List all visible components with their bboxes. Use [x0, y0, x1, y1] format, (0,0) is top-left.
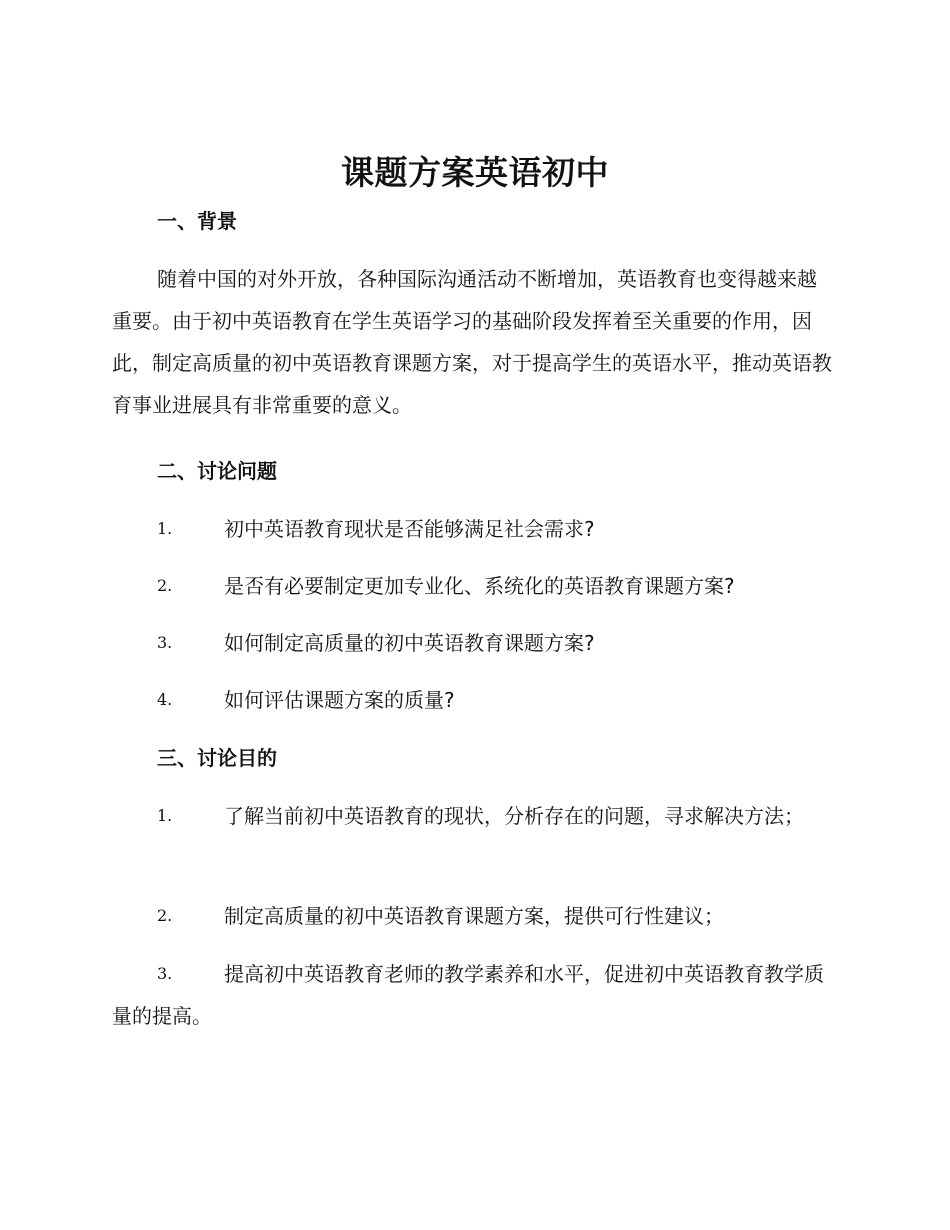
goal-item: [112, 953, 834, 1037]
question-item: [112, 622, 834, 664]
list-number: 3.: [157, 633, 173, 652]
list-item-text: 如何制定高质量的初中英语教育课题方案?: [224, 631, 595, 655]
list-item-text: 如何评估课题方案的质量?: [224, 688, 455, 712]
question-item: [112, 679, 834, 721]
goal-item: [112, 895, 834, 937]
background-paragraph: 随着中国的对外开放，各种国际沟通活动不断增加，英语教育也变得越来越重要。由于初中英语教育在学生英语学习的基础阶段发挥着至关重要的作用，因此，制定高质量的初中英语教育课题方案，对于提高学生的英语水平，推动英语教育事业进展具有非常重要的意义。: [112, 267, 832, 417]
document-title: 课题方案英语初中: [341, 153, 609, 192]
section-heading-background: 一、背景: [157, 209, 237, 233]
goal-item: [112, 795, 834, 837]
question-item: [112, 508, 834, 550]
list-item-text: 提高初中英语教育老师的教学素养和水平，促进初中英语教育教学质量的提高。: [112, 962, 824, 1028]
list-number: 1.: [157, 806, 173, 825]
list-item-text: 了解当前初中英语教育的现状，分析存在的问题，寻求解决方法；: [224, 804, 804, 828]
list-number: 4.: [157, 690, 173, 709]
section-heading-goals: 三、讨论目的: [157, 746, 277, 770]
section-heading-questions: 二、讨论问题: [157, 459, 277, 483]
list-item-text: 初中英语教育现状是否能够满足社会需求?: [224, 517, 595, 541]
question-item: [112, 565, 834, 607]
list-number: 2.: [157, 906, 173, 925]
list-item-text: 是否有必要制定更加专业化、系统化的英语教育课题方案?: [224, 574, 735, 598]
list-item-text: 制定高质量的初中英语教育课题方案，提供可行性建议；: [224, 904, 724, 928]
list-number: 3.: [157, 964, 173, 983]
list-number: 2.: [157, 576, 173, 595]
list-number: 1.: [157, 519, 173, 538]
